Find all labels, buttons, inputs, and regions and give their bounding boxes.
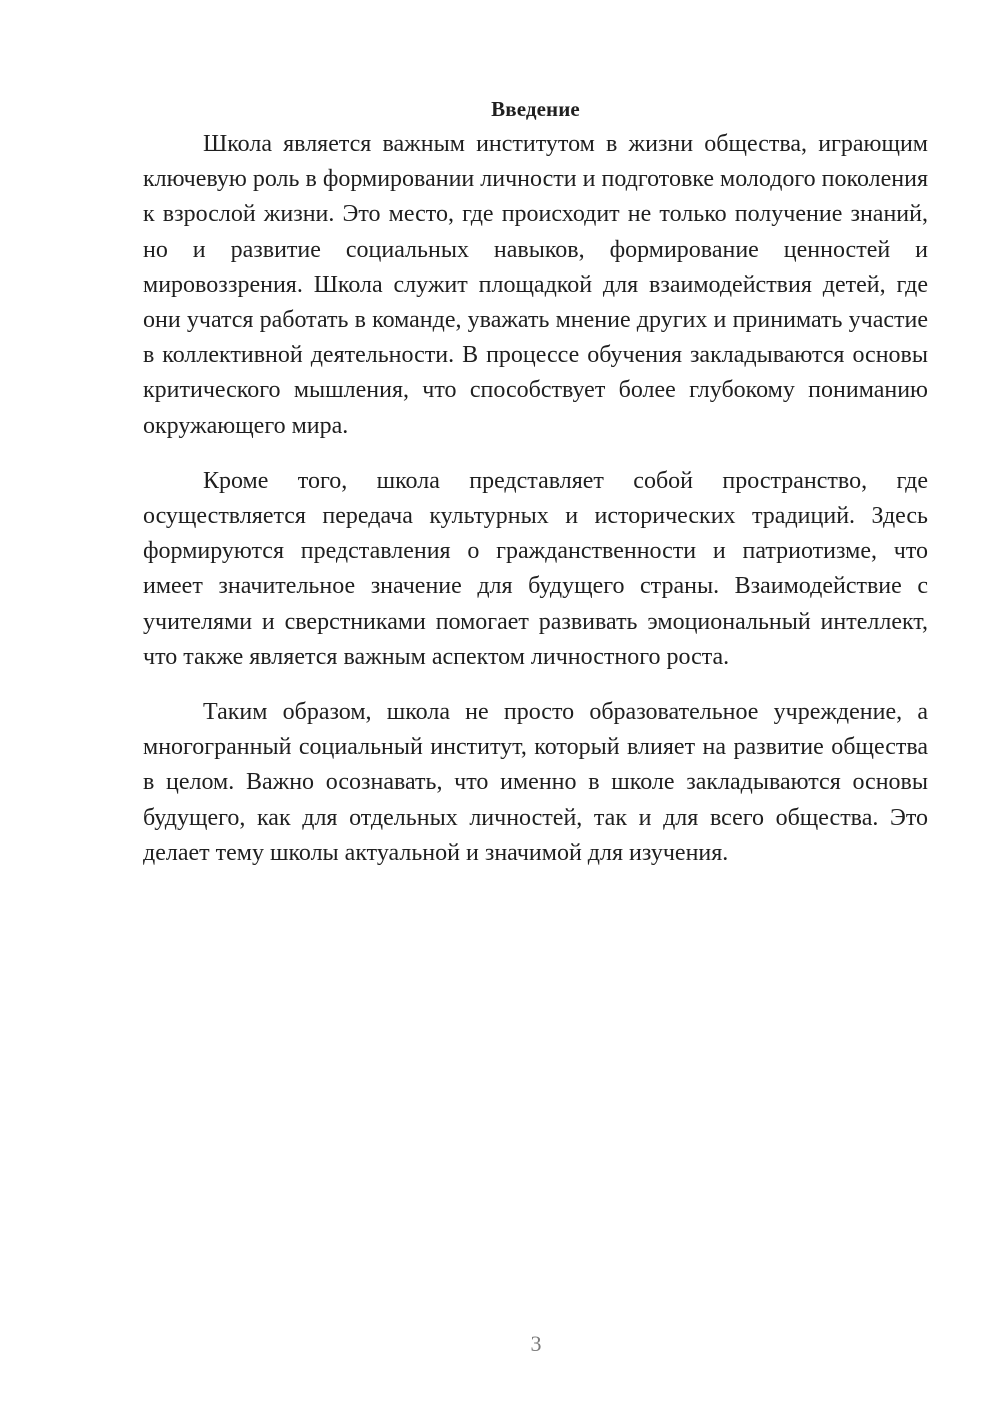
paragraph-1: Школа является важным институтом в жизни общества, играющим ключевую роль в формировании личности и подготовке молодого поколения к взрослой жизни. Это место, где происходит не только получение знаний, но и развитие социальных навыков, формирование ценностей и мировоззрения. Школа служит площадкой для взаимодействия детей, где они учатся работать в команде, уважать мнение других и принимать участие в коллективной деятельности. В процессе обучения закладываются основы критического мышления, что способствует более глубокому пониманию окружающего мира.	[143, 131, 928, 439]
paragraph-2: Кроме того, школа представляет собой пространство, где осуществляется передача культурных и исторических традиций. Здесь формируются представления о гражданственности и патриотизме, что имеет значительное значение для будущего страны. Взаимодействие с учителями и сверстниками помогает развивать эмоциональный интеллект, что также является важным аспектом личностного роста.	[143, 467, 928, 670]
section-title: Введение	[491, 97, 580, 121]
paragraph-3: Таким образом, школа не просто образовательное учреждение, а многогранный социальный институт, который влияет на развитие общества в целом. Важно осознавать, что именно в школе закладываются основы будущего, как для отдельных личностей, так и для всего общества. Это делает тему школы актуальной и значимой для изучения.	[143, 699, 928, 866]
page-number: 3	[530, 1331, 542, 1356]
page-content	[143, 92, 928, 871]
